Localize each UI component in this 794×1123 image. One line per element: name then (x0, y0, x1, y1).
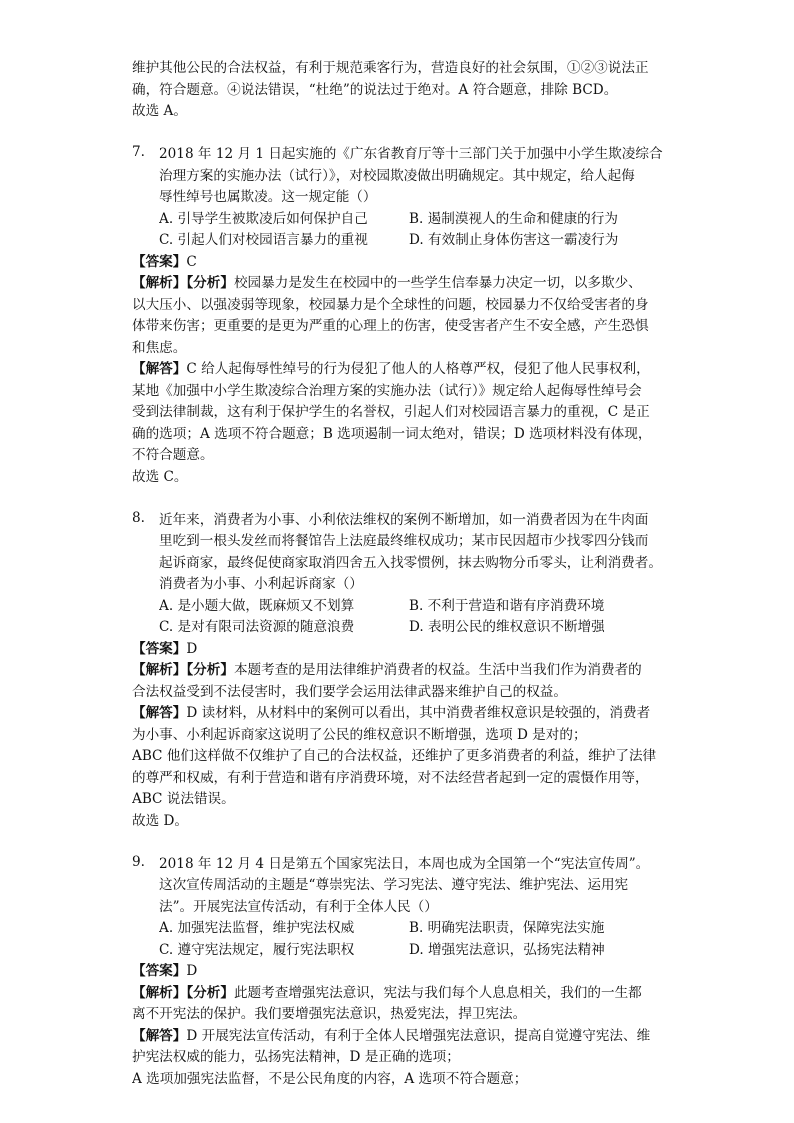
question-number: 8. (132, 509, 145, 526)
option-a: A. 引导学生被欺凌后如何保护自己 (159, 210, 368, 227)
analysis-sub-tag: 【分析】 (186, 662, 234, 678)
analysis-text: 合法权益受到不法侵害时，我们要学会运用法律武器来维护自己的权益。 (132, 683, 567, 700)
question-stem-line: 2018 年 12 月 1 日起实施的《广东省教育厅等十三部门关于加强中小学生欺凌综合 (159, 146, 663, 162)
question-stem-line: 辱性绰号也属欺凌。这一规定能（） (159, 189, 377, 205)
analysis-sub-tag: 【分析】 (186, 275, 234, 291)
solution-text: 确的选项；A 选项不符合题意；B 选项遏制一词太绝对，错误；D 选项材料没有体现， (132, 425, 652, 442)
solution-text: 不符合题意。 (132, 447, 214, 463)
solution-text: 为小事、小利起诉商家这说明了公民的维权意识不断增强，选项 D 是对的； (132, 726, 587, 743)
analysis-text: 体带来伤害；更重要的是更为严重的心理上的伤害，使受害者产生不安全感，产生恐惧 (132, 318, 649, 334)
option-d: D. 有效制止身体伤害这一霸凌行为 (409, 232, 619, 248)
analysis-line (132, 273, 667, 295)
question-stem-line: 2018 年 12 月 4 日是第五个国家宪法日，本周也成为全国第一个“宪法宣传周”。 (159, 855, 650, 872)
analysis-tag: 【解析】 (132, 662, 187, 678)
solution-text: D 读材料，从材料中的案例可以看出，其中消费者维权意识是较强的，消费者 (186, 705, 651, 721)
question-stem-line: 这次宣传周活动的主题是“尊崇宪法、学习宪法、遵守宪法、维护宪法、运用宪 (159, 877, 629, 893)
solution-text: 某地《加强中小学生欺凌综合治理方案的实施办法（试行）》规定给人起侮辱性绰号会 (132, 382, 642, 399)
question-stem-line: 消费者为小事、小利起诉商家（） (159, 576, 363, 592)
analysis-tag: 【解析】 (132, 984, 187, 1001)
answer-line (132, 961, 667, 983)
option-a: A. 是小题大做，既麻烦又不划算 (159, 597, 355, 614)
solution-text: A 选项加强宪法监督，不是公民角度的内容，A 选项不符合题意； (132, 1070, 528, 1087)
solution-text: ABC 说法错误。 (132, 791, 235, 807)
intro-line-1: 维护其他公民的合法权益，有利于规范乘客行为，营造良好的社会氛围，①②③说法正 (132, 60, 649, 76)
answer-value: D (186, 963, 198, 979)
question-number: 9. (132, 853, 145, 870)
analysis-text: 本题考查的是用法律维护消费者的权益。生活中当我们作为消费者的 (233, 662, 642, 678)
solution-text: ABC 他们这样做不仅维护了自己的合法权益，还维护了更多消费者的利益，维护了法律 (132, 748, 657, 764)
solution-text: 的尊严和权威，有利于营造和谐有序消费环境，对不法经营者起到一定的震慑作用等， (132, 769, 649, 786)
analysis-text: 此题考查增强宪法意识，宪法与我们每个人息息相关，我们的一生都 (233, 984, 642, 1001)
analysis-sub-tag: 【分析】 (186, 984, 234, 1001)
solution-line (132, 703, 667, 725)
analysis-text: 校园暴力是发生在校园中的一些学生信奉暴力决定一切，以多欺少、 (233, 275, 642, 291)
option-b: B. 明确宪法职责，保障宪法实施 (409, 920, 605, 936)
answer-tag: 【答案】 (132, 963, 187, 979)
choose-line: 故选 C。 (132, 468, 188, 485)
answer-value: D (186, 640, 198, 657)
question-7 (132, 144, 667, 488)
question-stem-line: 法”。开展宪法宣传活动，有利于全体人民（） (159, 898, 438, 915)
option-c: C. 遵守宪法规定，履行宪法职权 (159, 941, 355, 958)
analysis-text: 以大压小、以强凌弱等现象，校园暴力是个全球性的问题，校园暴力不仅给受害者的身 (132, 296, 649, 313)
solution-tag: 【解答】 (132, 705, 187, 721)
solution-text: 受到法律制裁，这有利于保护学生的名誉权，引起人们对校园语言暴力的重视，C 是正 (132, 404, 650, 420)
analysis-text: 和焦虑。 (132, 339, 187, 356)
analysis-tag: 【解析】 (132, 275, 187, 291)
analysis-line (132, 983, 667, 1005)
question-stem-line: 里吃到一根头发丝而将餐馆告上法庭最终维权成功；某市民因超市少找零四分钱而 (159, 533, 649, 549)
question-stem-line: 治理方案的实施办法（试行）》，对校园欺凌做出明确规定。其中规定，给人起侮 (159, 167, 635, 184)
analysis-line (132, 660, 667, 682)
solution-line (132, 359, 667, 381)
question-8 (132, 510, 667, 833)
intro-line-2: 确，符合题意。④说法错误，“杜绝”的说法过于绝对。A 符合题意，排除 BCD。 (132, 81, 618, 98)
question-9 (132, 854, 667, 1091)
option-c: C. 引起人们对校园语言暴力的重视 (159, 232, 368, 248)
solution-line (132, 1026, 667, 1048)
option-c: C. 是对有限司法资源的随意浪费 (159, 619, 355, 635)
solution-text: D 开展宪法宣传活动，有利于全体人民增强宪法意识，提高自觉遵守宪法、维 (186, 1027, 651, 1044)
analysis-text: 离不开宪法的保护。我们要增强宪法意识，热爱宪法，捍卫宪法。 (132, 1006, 527, 1022)
solution-tag: 【解答】 (132, 1027, 187, 1044)
choose-line: 故选 D。 (132, 812, 189, 829)
document-page (132, 58, 667, 1090)
answer-line (132, 252, 667, 274)
answer-tag: 【答案】 (132, 640, 187, 657)
option-d: D. 增强宪法意识，弘扬宪法精神 (409, 941, 605, 958)
answer-value: C (186, 253, 197, 270)
option-b: B. 遏制漠视人的生命和健康的行为 (409, 210, 618, 227)
question-number: 7. (132, 144, 145, 160)
answer-tag: 【答案】 (132, 253, 187, 270)
intro-line-3: 故选 A。 (132, 103, 187, 119)
option-d: D. 表明公民的维权意识不断增强 (409, 619, 605, 635)
solution-text: C 给人起侮辱性绰号的行为侵犯了他人的人格尊严权，侵犯了他人民事权利， (186, 361, 650, 377)
question-stem-line: 近年来，消费者为小事、小利依法维权的案例不断增加，如一消费者因为在牛肉面 (159, 511, 649, 528)
question-stem-line: 起诉商家，最终促使商家取消四舍五入找零惯例，抹去购物分币零头，让利消费者。 (159, 554, 662, 571)
solution-tag: 【解答】 (132, 361, 187, 377)
solution-text: 护宪法权威的能力，弘扬宪法精神，D 是正确的选项； (132, 1049, 460, 1065)
option-b: B. 不利于营造和谐有序消费环境 (409, 597, 605, 614)
answer-line (132, 639, 667, 661)
option-a: A. 加强宪法监督，维护宪法权威 (159, 920, 355, 936)
